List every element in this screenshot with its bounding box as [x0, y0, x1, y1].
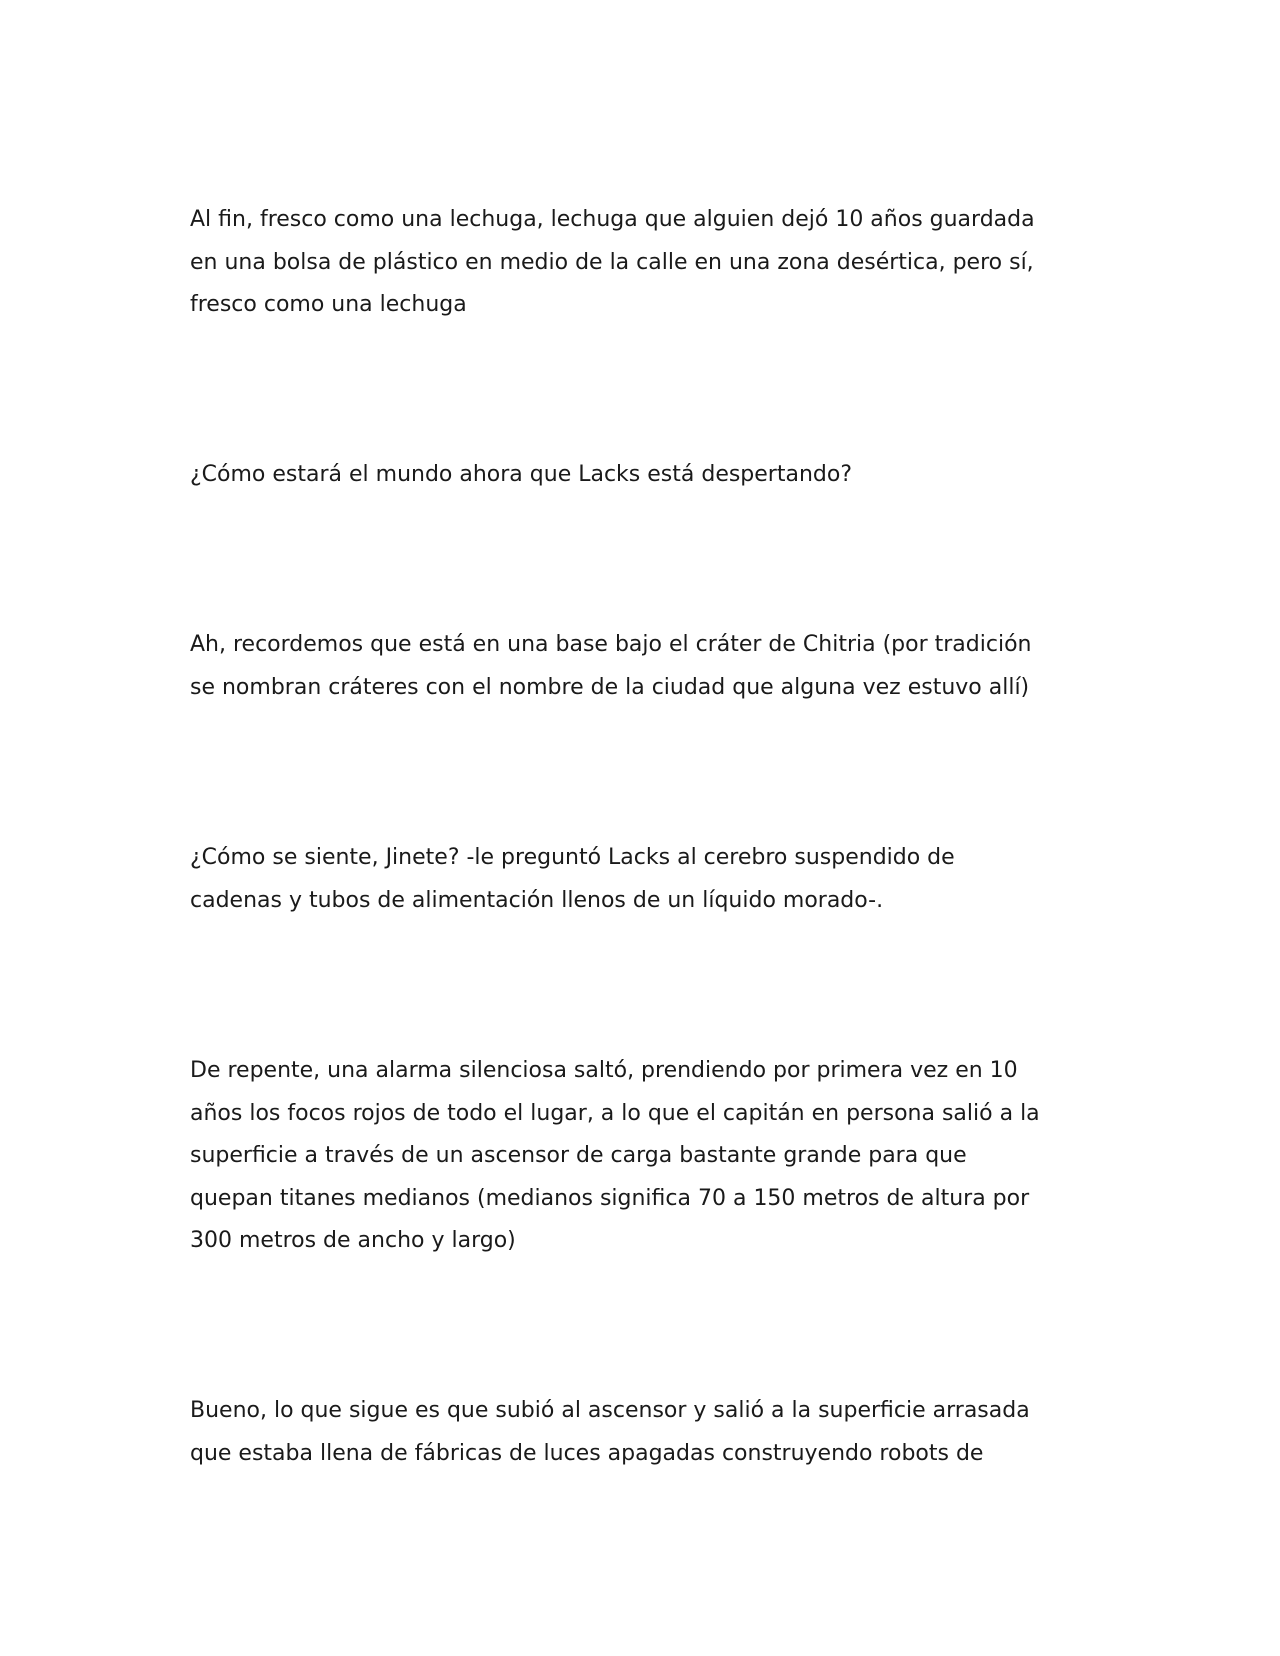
paragraph-ascensor: Bueno, lo que sigue es que subió al ascensor y salió a la superficie arrasada que estaba llena de fábricas de luces apagadas construyendo robots de	[190, 1398, 1030, 1466]
paragraph-jinete: ¿Cómo se siente, Jinete? -le preguntó Lacks al cerebro suspendido de cadenas y tubos de alimentación llenos de un líquido morado-.	[190, 845, 955, 913]
paragraph-alarma: De repente, una alarma silenciosa saltó, prendiendo por primera vez en 10 años los focos rojos de todo el lugar, a lo que el capitán en persona salió a la superficie a través de un ascensor de carga bastante grande para que quepan titanes medianos (medianos significa 70 a 150 metros de altura por 300 metros de ancho y largo)	[190, 1058, 1040, 1253]
paragraph-lechuga: Al fin, fresco como una lechuga, lechuga que alguien dejó 10 años guardada en una bolsa de plástico en medio de la calle en una zona desértica, pero sí, fresco como una lechuga	[190, 207, 1035, 317]
paragraph-mundo: ¿Cómo estará el mundo ahora que Lacks está despertando?	[190, 462, 853, 487]
paragraph-crater: Ah, recordemos que está en una base bajo el cráter de Chitria (por tradición se nombran cráteres con el nombre de la ciudad que alguna vez estuvo allí)	[190, 632, 1032, 700]
